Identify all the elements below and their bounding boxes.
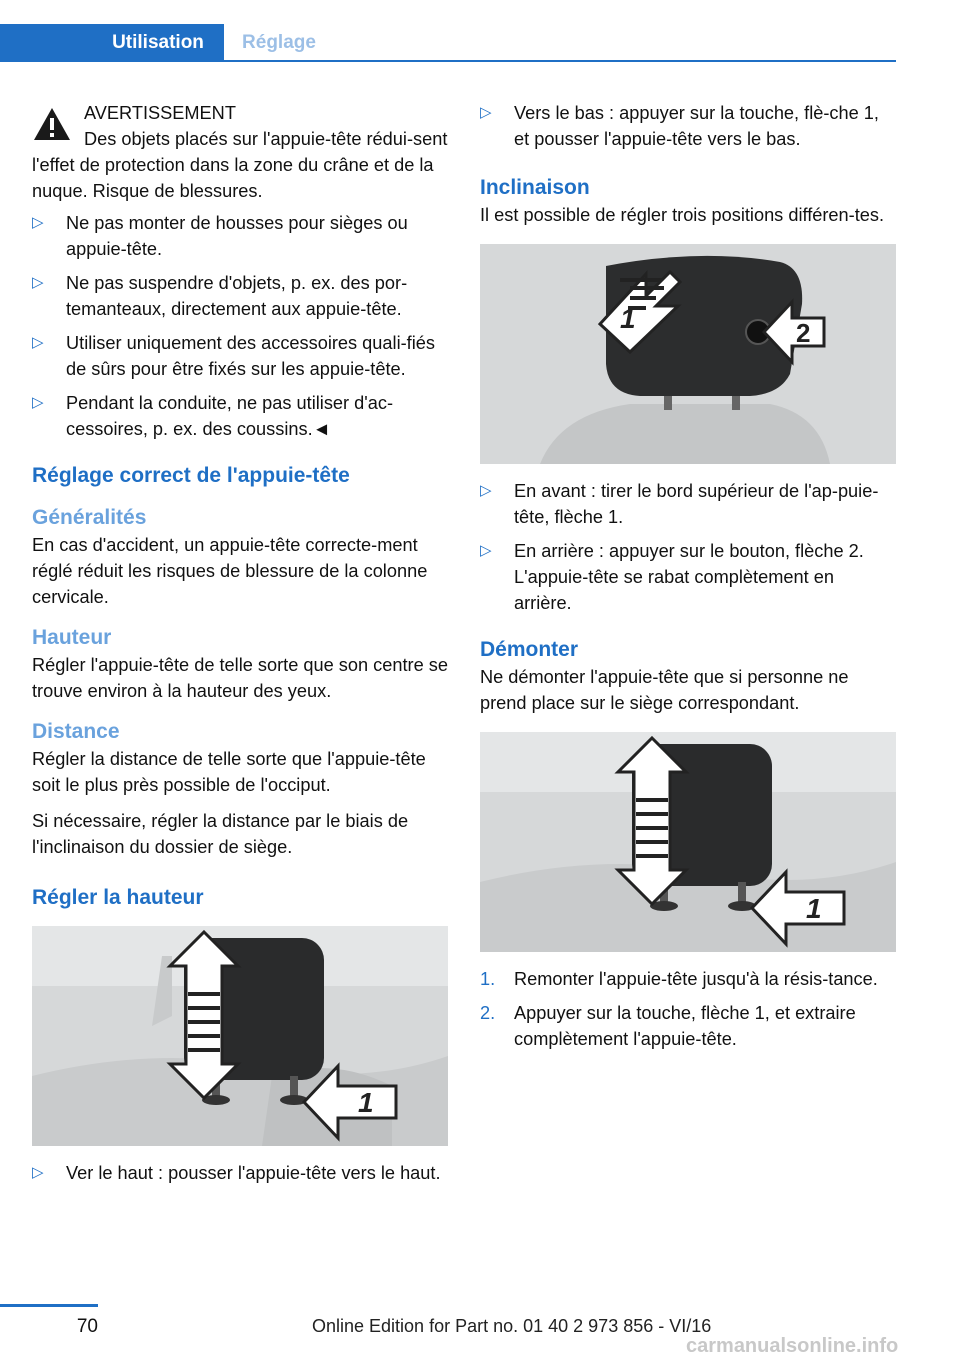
headrest-remove-illustration: [480, 732, 896, 952]
headrest-height-illustration: [32, 926, 448, 1146]
list-item-text: En avant : tirer le bord supérieur de l'ap-puie-tête, flèche 1.: [514, 481, 879, 527]
left-column: [32, 100, 448, 1194]
step-number: 2.: [480, 1003, 496, 1023]
warning-title: AVERTISSEMENT: [84, 103, 236, 123]
arrow-label-1: 1: [806, 893, 822, 924]
paragraph-hauteur: Régler l'appuie-tête de telle sorte que son centre se trouve environ à la hauteur des yeux.: [32, 655, 448, 701]
page-number: 70: [76, 1316, 98, 1337]
paragraph-inclinaison: Il est possible de régler trois positions différen-tes.: [480, 205, 885, 225]
figure-headrest-remove: [480, 732, 896, 952]
paragraph-demonter: Ne démonter l'appuie-tête que si personne ne prend place sur le siège correspondant.: [480, 667, 849, 713]
list-item-text: Appuyer sur la touche, flèche 1, et extraire complètement l'appuie-tête.: [514, 1003, 856, 1049]
warning-text: Des objets placés sur l'appuie-tête rédui-sent l'effet de protection dans la zone du crâne et de la nuque. Risque de blessures.: [32, 129, 448, 201]
bullet-marker-icon: ▷: [32, 334, 44, 351]
heading-reglage-correct: Réglage correct de l'appuie-tête: [32, 464, 350, 487]
heading-distance: Distance: [32, 720, 120, 743]
list-item: [32, 210, 448, 262]
header-divider: [224, 60, 896, 62]
footer-divider: [0, 1304, 98, 1307]
step-number: 1.: [480, 969, 496, 989]
list-item: [480, 538, 896, 616]
list-item-text: Vers le bas : appuyer sur la touche, flè-che 1, et pousser l'appuie-tête vers le bas.: [514, 103, 879, 149]
list-item-text: Utiliser uniquement des accessoires quali-fiés de sûrs pour être fixés sur les appuie-tête.: [66, 333, 435, 379]
bullet-marker-icon: ▷: [32, 394, 44, 411]
list-item: [480, 1000, 896, 1052]
paragraph-distance-1: Régler la distance de telle sorte que l'appuie-tête soit le plus près possible de l'occiput.: [32, 749, 426, 795]
list-item: [480, 100, 896, 152]
heading-generalites: Généralités: [32, 506, 147, 529]
list-item-text: En arrière : appuyer sur le bouton, flèche 2. L'appuie-tête se rabat complètement en arrière.: [514, 541, 864, 613]
watermark: carmanualsonline.info: [686, 1335, 899, 1357]
warning-triangle-icon: [32, 106, 72, 142]
arrow-label-1: 1: [620, 303, 636, 334]
figure-headrest-height: [32, 926, 448, 1146]
heading-regler-hauteur: Régler la hauteur: [32, 886, 204, 909]
list-item: [480, 966, 896, 992]
list-item-text: Remonter l'appuie-tête jusqu'à la résis-tance.: [514, 969, 878, 989]
bullet-marker-icon: ▷: [480, 104, 492, 121]
list-item: [32, 270, 448, 322]
list-item: [32, 390, 448, 442]
paragraph-distance-2: Si nécessaire, régler la distance par le biais de l'inclinaison du dossier de siège.: [32, 811, 409, 857]
list-item: [32, 1160, 448, 1186]
heading-demonter: Démonter: [480, 638, 579, 661]
list-item-text: Ne pas monter de housses pour sièges ou appuie-tête.: [66, 213, 408, 259]
bullet-marker-icon: ▷: [32, 274, 44, 291]
arrow-label-2: 2: [796, 318, 811, 348]
tab-utilisation[interactable]: Utilisation: [0, 24, 224, 62]
warning-block: [32, 100, 448, 204]
heading-hauteur: Hauteur: [32, 626, 112, 649]
list-item-text: Pendant la conduite, ne pas utiliser d'ac-cessoires, p. ex. des coussins.◄: [66, 393, 394, 439]
headrest-tilt-illustration: [480, 244, 896, 464]
list-item-text: Ne pas suspendre d'objets, p. ex. des por-temanteaux, directement aux appuie-tête.: [66, 273, 408, 319]
figure-headrest-tilt: [480, 244, 896, 464]
bullet-marker-icon: ▷: [32, 1164, 44, 1181]
bullet-marker-icon: ▷: [480, 542, 492, 559]
list-item-text: Ver le haut : pousser l'appuie-tête vers le haut.: [66, 1163, 441, 1183]
right-column: [480, 100, 896, 1060]
edition-text: Online Edition for Part no. 01 40 2 973 856 - VI/16: [312, 1316, 712, 1336]
heading-inclinaison: Inclinaison: [480, 176, 590, 199]
bullet-marker-icon: ▷: [480, 482, 492, 499]
page-header: [0, 0, 960, 62]
list-item: [480, 478, 896, 530]
bullet-marker-icon: ▷: [32, 214, 44, 231]
list-item: [32, 330, 448, 382]
paragraph-generalites: En cas d'accident, un appuie-tête correcte-ment réglé réduit les risques de blessure de la colonne cervicale.: [32, 535, 428, 607]
arrow-label-1: 1: [358, 1087, 374, 1118]
tab-reglage[interactable]: Réglage: [242, 32, 316, 53]
